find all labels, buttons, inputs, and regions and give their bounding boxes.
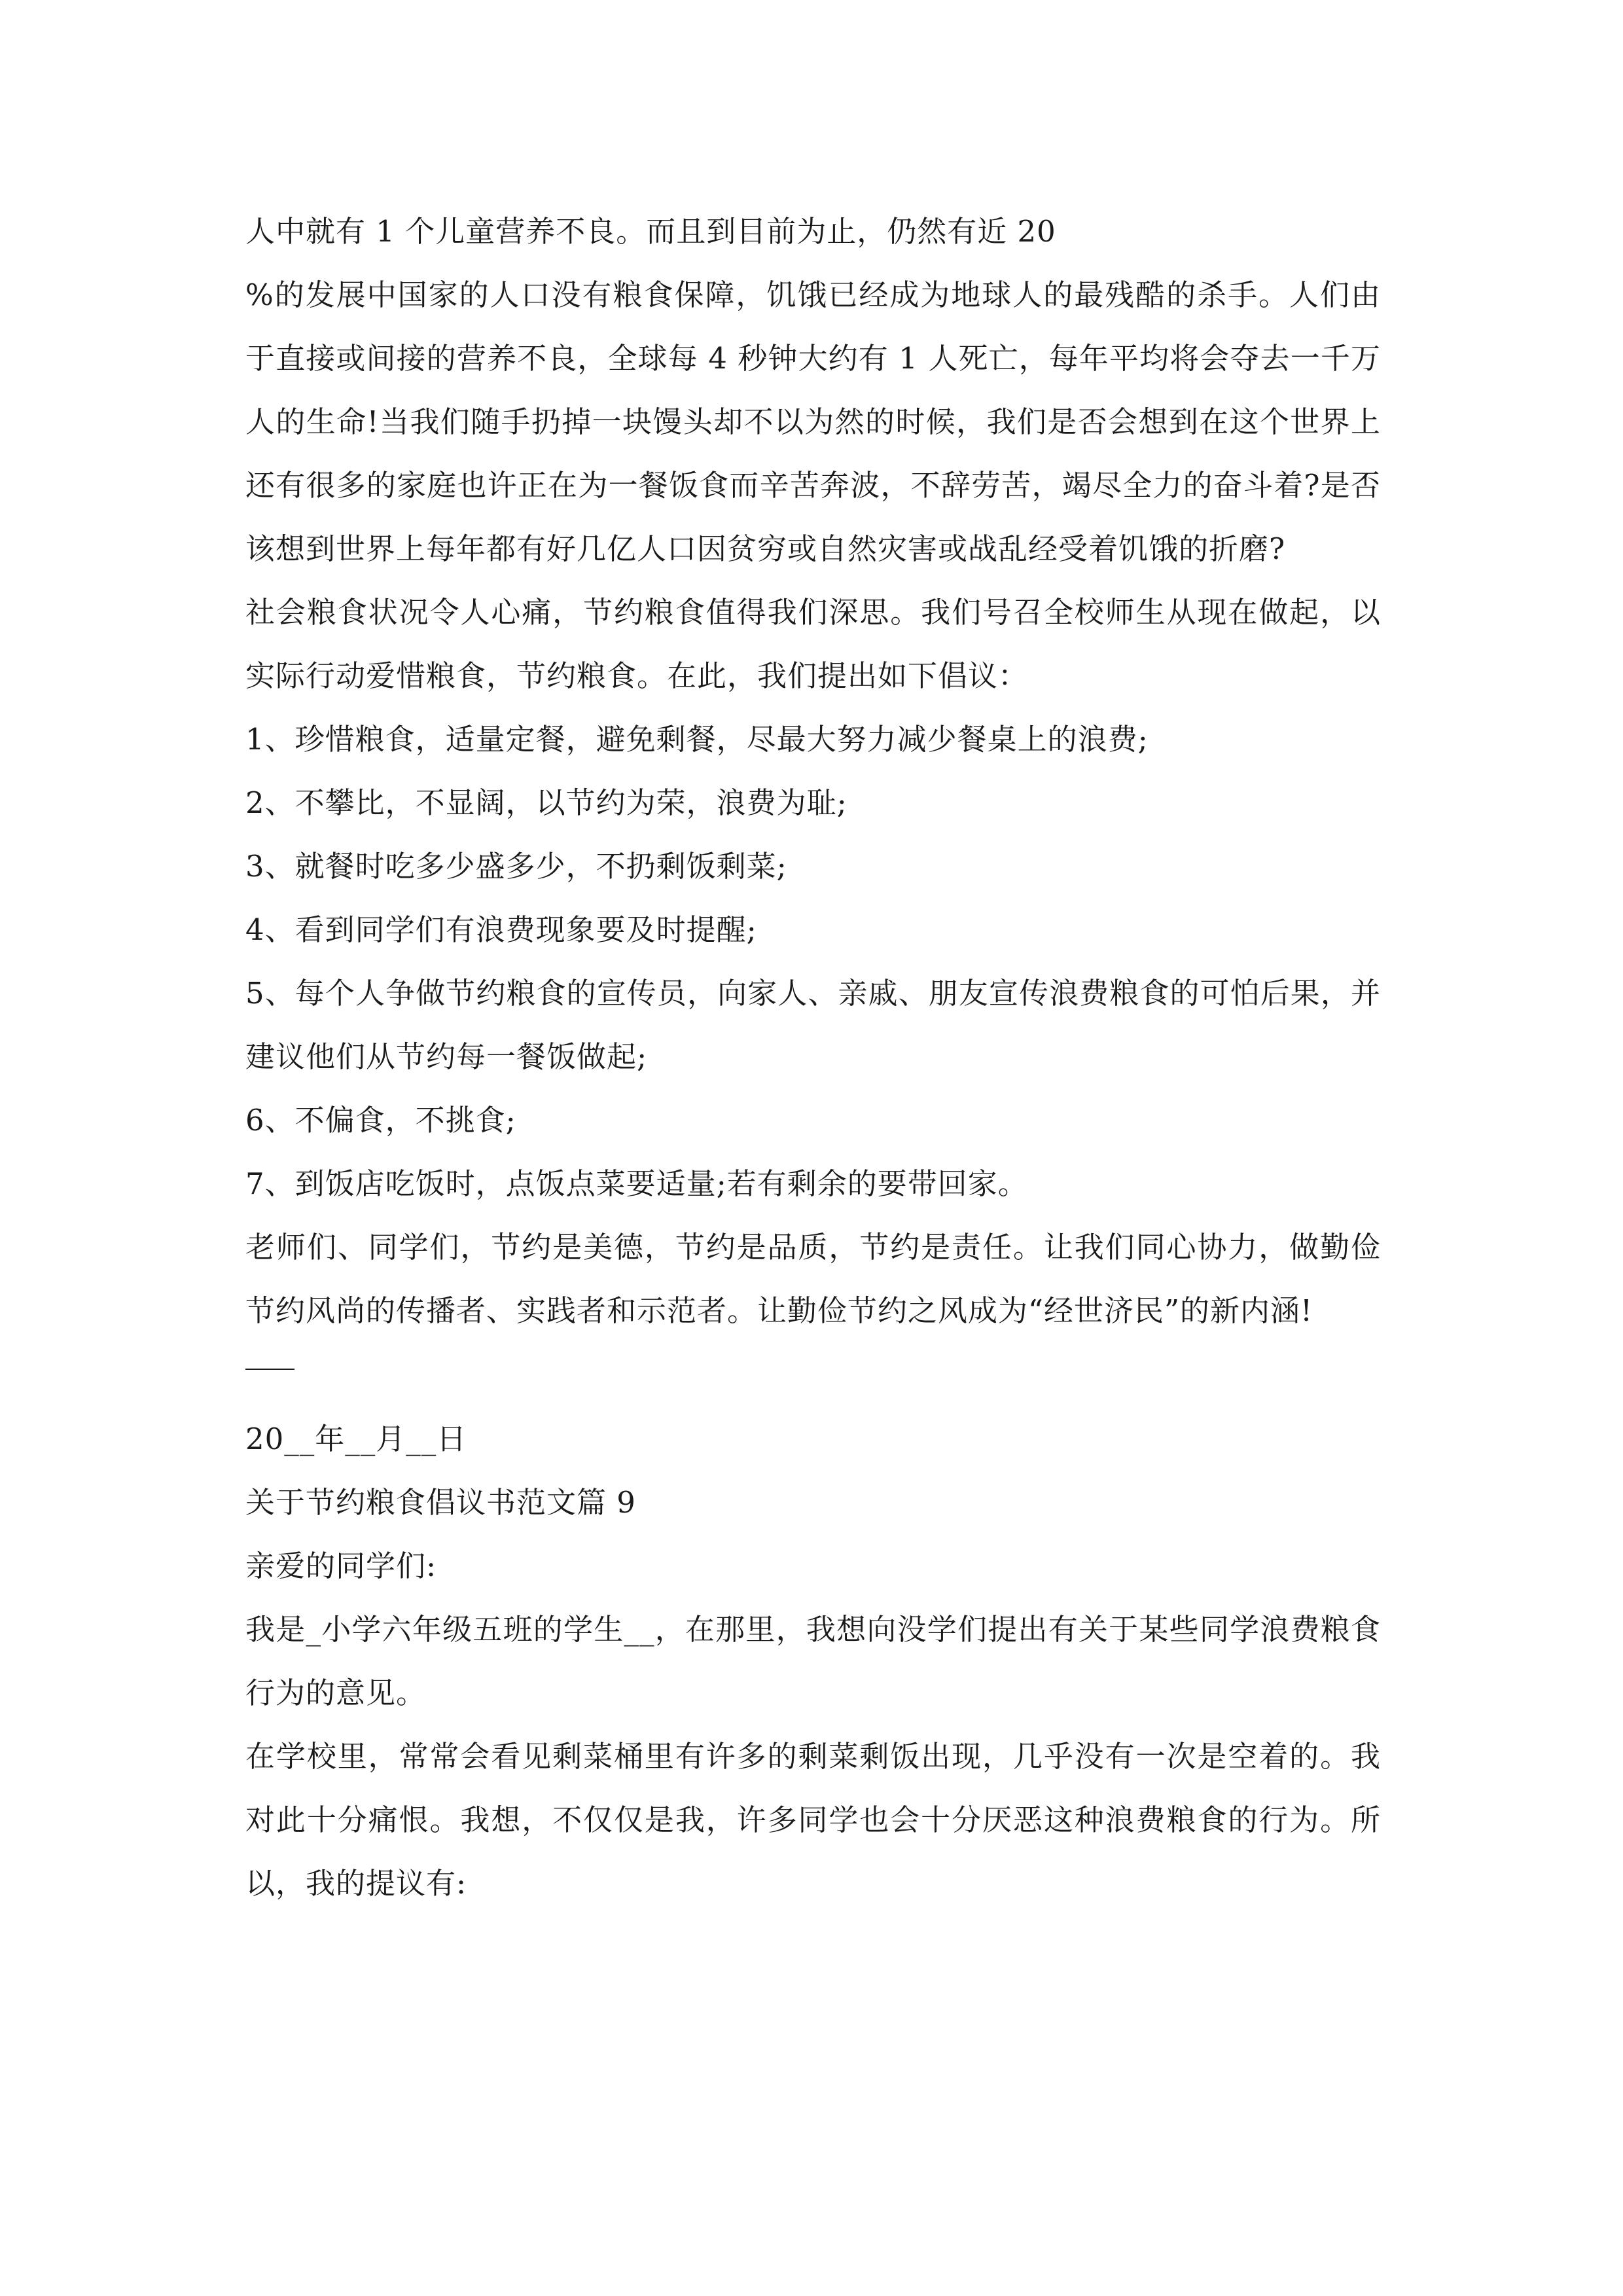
paragraph-intro-line: 人中就有 1 个儿童营养不良。而且到目前为止，仍然有近 20 (245, 214, 1056, 249)
list-item-proposal-1: 1、珍惜粮食，适量定餐，避免剩餐，尽最大努力减少餐桌上的浪费; (245, 722, 1149, 757)
list-item-proposal-4: 4、看到同学们有浪费现象要及时提醒; (245, 912, 757, 947)
paragraph-introduction: 我是_小学六年级五班的学生__，在那里，我想向没学们提出有关于某些同学浪费粮食行为的意见。 (245, 1612, 1381, 1710)
section-title: 关于节约粮食倡议书范文篇 9 (245, 1485, 636, 1520)
salutation: 亲爱的同学们: (245, 1549, 437, 1583)
paragraph-hunger-statistics: %的发展中国家的人口没有粮食保障，饥饿已经成为地球人的最残酷的杀手。人们由于直接或间接的营养不良，全球每 4 秒钟大约有 1 人死亡，每年平均将会夺去一千万人的生命!当我们随手扔掉一块馒头却不以为然的时候，我们是否会想到在这个世界上还有很多的家庭也许正在为一餐饭食而辛苦奔波，不辞劳苦，竭尽全力的奋斗着?是否该想到世界上每年都有好几亿人口因贫穷或自然灾害或战乱经受着饥饿的折磨? (245, 278, 1381, 566)
list-item-proposal-7: 7、到饭店吃饭时，点饭点菜要适量;若有剩余的要带回家。 (245, 1166, 1028, 1201)
list-item-proposal-2: 2、不攀比，不显阔，以节约为荣，浪费为耻; (245, 785, 847, 820)
list-item-proposal-5: 5、每个人争做节约粮食的宣传员，向家人、亲戚、朋友宣传浪费粮食的可怕后果，并建议他们从节约每一餐饭做起; (245, 976, 1381, 1074)
document-body (245, 200, 1381, 1915)
signature-rule (245, 1369, 294, 1370)
paragraph-closing: 老师们、同学们，节约是美德，节约是品质，节约是责任。让我们同心协力，做勤俭节约风尚的传播者、实践者和示范者。让勤俭节约之风成为“经世济民”的新内涵! (245, 1230, 1381, 1328)
paragraph-call-to-action: 社会粮食状况令人心痛，节约粮食值得我们深思。我们号召全校师生从现在做起，以实际行动爱惜粮食，节约粮食。在此，我们提出如下倡议： (245, 595, 1381, 693)
paragraph-observation: 在学校里，常常会看见剩菜桶里有许多的剩菜剩饭出现，几乎没有一次是空着的。我对此十分痛恨。我想，不仅仅是我，许多同学也会十分厌恶这种浪费粮食的行为。所以，我的提议有: (245, 1739, 1381, 1901)
date-line: 20__年__月__日 (245, 1422, 467, 1456)
list-item-proposal-3: 3、就餐时吃多少盛多少，不扔剩饭剩菜; (245, 849, 787, 884)
list-item-proposal-6: 6、不偏食，不挑食; (245, 1103, 516, 1138)
